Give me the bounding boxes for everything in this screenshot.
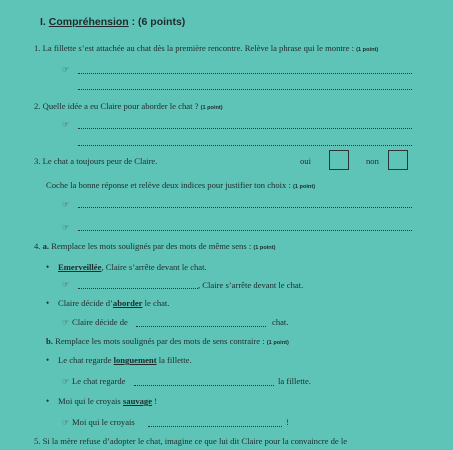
answer-line[interactable] (78, 145, 412, 146)
question-points: (1 point) (293, 184, 316, 190)
sentence-a1 (58, 262, 207, 273)
question-text: Remplace les mots soulignés par des mots de même sens : (51, 241, 252, 251)
question-text: Remplace les mots soulignés par des mots de sens contraire : (55, 336, 265, 346)
question-3 (34, 156, 157, 167)
bullet-icon: • (46, 262, 50, 272)
underlined-word: longuement (113, 355, 157, 365)
pen-icon: ☞ (62, 377, 70, 386)
answer-line[interactable] (78, 73, 412, 74)
answer-line[interactable] (148, 426, 282, 427)
answer-line[interactable] (78, 230, 412, 231)
bullet-icon: • (46, 396, 50, 406)
answer-sentence-rest: la fillette. (278, 376, 311, 386)
question-number: 2. (34, 101, 41, 111)
question-number: 4. (34, 241, 41, 251)
answer-line[interactable] (136, 326, 266, 327)
sentence-start: Moi qui le croyais (58, 396, 123, 406)
question-points: (1 point) (200, 105, 223, 111)
question-5 (34, 436, 347, 447)
answer-sentence-rest: ! (286, 417, 289, 427)
instruction-text: Coche la bonne réponse et relève deux indices pour justifier ton choix : (46, 180, 291, 190)
sentence-rest: le chat. (142, 298, 170, 308)
question-number: 5. (34, 436, 41, 446)
question-2 (34, 101, 223, 114)
question-number: 3. (34, 156, 41, 166)
answer-sentence-start: Claire décide de (72, 317, 128, 327)
question-points: (1 point) (356, 47, 379, 53)
oui-label: oui (300, 156, 311, 166)
section-heading (40, 17, 185, 28)
answer-line[interactable] (78, 288, 198, 289)
question-points: (1 point) (266, 340, 289, 346)
question-text: Le chat a toujours peur de Claire. (42, 156, 158, 166)
bullet-icon: • (46, 298, 50, 308)
answer-sentence-rest: chat. (272, 317, 289, 327)
pen-icon: ☞ (62, 120, 70, 129)
pen-icon: ☞ (62, 200, 70, 209)
part-label: b. (46, 336, 53, 346)
answer-line[interactable] (78, 89, 412, 90)
sentence-rest: ! (152, 396, 158, 406)
part-label: a. (42, 241, 50, 251)
non-label: non (366, 156, 379, 166)
non-checkbox[interactable] (388, 150, 408, 170)
pen-icon: ☞ (62, 65, 70, 74)
pen-icon: ☞ (62, 418, 70, 427)
sentence-start: Le chat regarde (58, 355, 114, 365)
question-text: Quelle idée a eu Claire pour aborder le chat ? (42, 101, 199, 111)
pen-icon: ☞ (62, 318, 70, 327)
q3-instruction (46, 180, 315, 193)
oui-checkbox[interactable] (329, 150, 349, 170)
sentence-a2 (58, 298, 169, 309)
section-number: I. (40, 16, 46, 28)
question-text: La fillette s’est attachée au chat dès la première rencontre. Relève la phrase qui le montre : (42, 43, 354, 53)
sentence-start: Claire décide d’ (58, 298, 113, 308)
sentence-b2 (58, 396, 157, 407)
sentence-b1 (58, 355, 192, 366)
question-text: Si la mère refuse d’adopter le chat, imagine ce que lui dit Claire pour la convaincre de le (42, 436, 348, 446)
underlined-word: sauvage (122, 396, 153, 406)
question-points: (1 point) (253, 245, 276, 251)
answer-sentence-start: Moi qui le croyais (72, 417, 135, 427)
answer-sentence-start: Le chat regarde (72, 376, 126, 386)
question-1 (34, 43, 378, 56)
underlined-word: aborder (112, 298, 143, 308)
question-4b (46, 336, 289, 349)
answer-line[interactable] (134, 385, 274, 386)
pen-icon: ☞ (62, 223, 70, 232)
question-4a (34, 241, 275, 254)
question-number: 1. (34, 43, 41, 53)
answer-line[interactable] (78, 128, 412, 129)
sentence-rest: , Claire s’arrête devant le chat. (101, 262, 207, 272)
bullet-icon: • (46, 355, 50, 365)
answer-line[interactable] (78, 207, 412, 208)
sentence-rest: la fillette. (156, 355, 192, 365)
underlined-word: Emerveillée (58, 262, 102, 272)
section-title: Compréhension (48, 16, 129, 28)
pen-icon: ☞ (62, 280, 70, 289)
section-points: : (6 points) (131, 16, 186, 28)
answer-sentence-rest: , Claire s’arrête devant le chat. (198, 280, 304, 290)
